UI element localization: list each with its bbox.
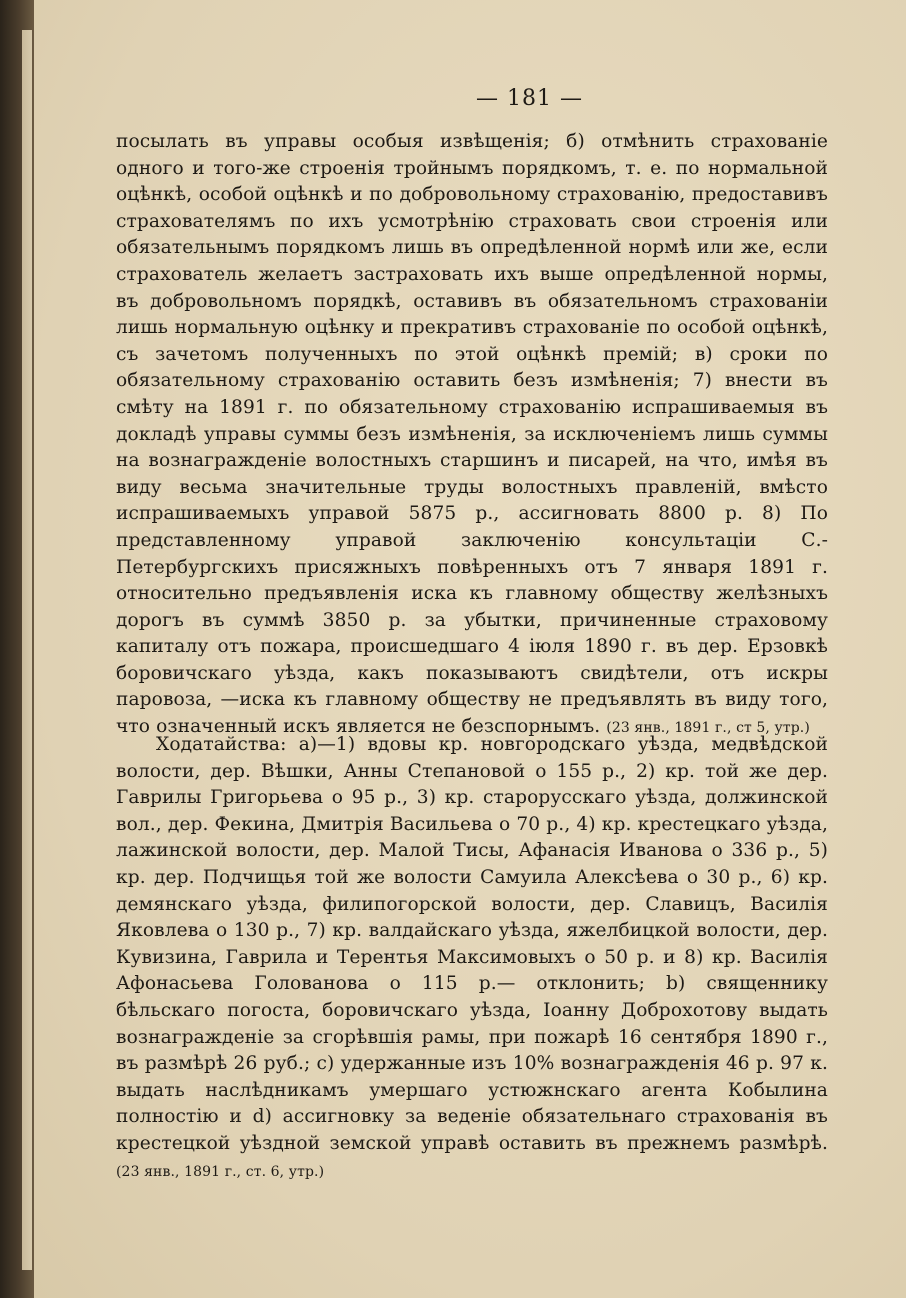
paragraph-petitions (116, 732, 828, 1185)
citation-1: (23 янв., 1891 г., ст 5, утр.) (606, 720, 810, 737)
book-page (34, 0, 906, 1298)
page-number: — 181 — (476, 86, 583, 111)
paragraph-1-text: посылать въ управы особыя извѣщенія; б) отмѣнить страхованіе одного и того-же строенія тройнымъ порядкомъ, т. е. по нормальной оцѣнкѣ, особой оцѣнкѣ и по добровольному страхованію, предоставивъ страхователямъ по ихъ усмотрѣнію страховать свои строенія или обязательнымъ порядкомъ лишь въ опредѣленной нормѣ или же, если страхователь желаетъ застраховать ихъ выше опредѣленной нормы, въ добровольномъ порядкѣ, оставивъ въ обязательномъ страхованіи лишь нормальную оцѣнку и прекративъ страхованіе по особой оцѣнкѣ, съ зачетомъ полученныхъ по этой оцѣнкѣ премій; в) сроки по обязательному страхованію оставить безъ измѣненія; 7) внести въ смѣту на 1891 г. по обязательному страхованію испрашиваемыя въ докладѣ управы суммы безъ измѣненія, за исключеніемъ лишь суммы на вознагражденіе волостныхъ старшинъ и писарей, на что, имѣя въ виду весьма значительные труды волостныхъ правленій, вмѣсто испрашиваемыхъ управой 5875 р., ассигновать 8800 р. 8) По представленному управой заключенію консультаціи С.-Петербургскихъ присяжныхъ повѣренныхъ отъ 7 января 1891 г. относительно предъявленія иска къ главному обществу желѣзныхъ дорогъ въ суммѣ 3850 р. за убытки, причиненные страховому капиталу отъ пожара, происшедшаго 4 іюля 1890 г. въ дер. Ерзовкѣ боровичскаго уѣзда, какъ показываютъ свидѣтели, отъ искры паровоза, —иска къ главному обществу не предъявлять въ виду того, что означенный искъ является не безспорнымъ. (116, 131, 828, 738)
citation-2: (23 янв., 1891 г., ст. 6, утр.) (116, 1163, 325, 1180)
previous-page-edge (22, 30, 32, 1270)
paragraph-resolutions (116, 129, 828, 742)
paragraph-2-text: Ходатайства: а)—1) вдовы кр. новгородскаго уѣзда, медвѣдской волости, дер. Вѣшки, Анны Степановой о 155 р., 2) кр. той же дер. Гаврилы Григорьева о 95 р., 3) кр. старорусскаго уѣзда, должинской вол., дер. Фекина, Дмитрія Васильева о 70 р., 4) кр. крестецкаго уѣзда, лажинской волости, дер. Малой Тисы, Афанасія Иванова о 336 р., 5) кр. дер. Подчищья той же волости Самуила Алексѣева о 30 р., 6) кр. демянскаго уѣзда, филипогорской волости, дер. Славицъ, Василія Яковлева о 130 р., 7) кр. валдайскаго уѣзда, яжелбицкой волости, дер. Кувизина, Гаврила и Терентья Максимовыхъ о 50 р. и 8) кр. Василія Афонасьева Голованова о 115 р.— отклонить; b) священнику бѣльскаго погоста, боровичскаго уѣзда, Іоанну Доброхотову выдать вознагражденіе за сгорѣвшія рамы, при пожарѣ 16 сентября 1890 г., въ размѣрѣ 26 руб.; с) удержанные изъ 10% вознагражденія 46 р. 97 к. выдать наслѣдникамъ умершаго устюжнскаго агента Кобылина полностію и d) ассигновку за веденіе обязательнаго страхованія въ крестецкой уѣздной земской управѣ оставить въ прежнемъ размѣрѣ. (116, 734, 828, 1154)
